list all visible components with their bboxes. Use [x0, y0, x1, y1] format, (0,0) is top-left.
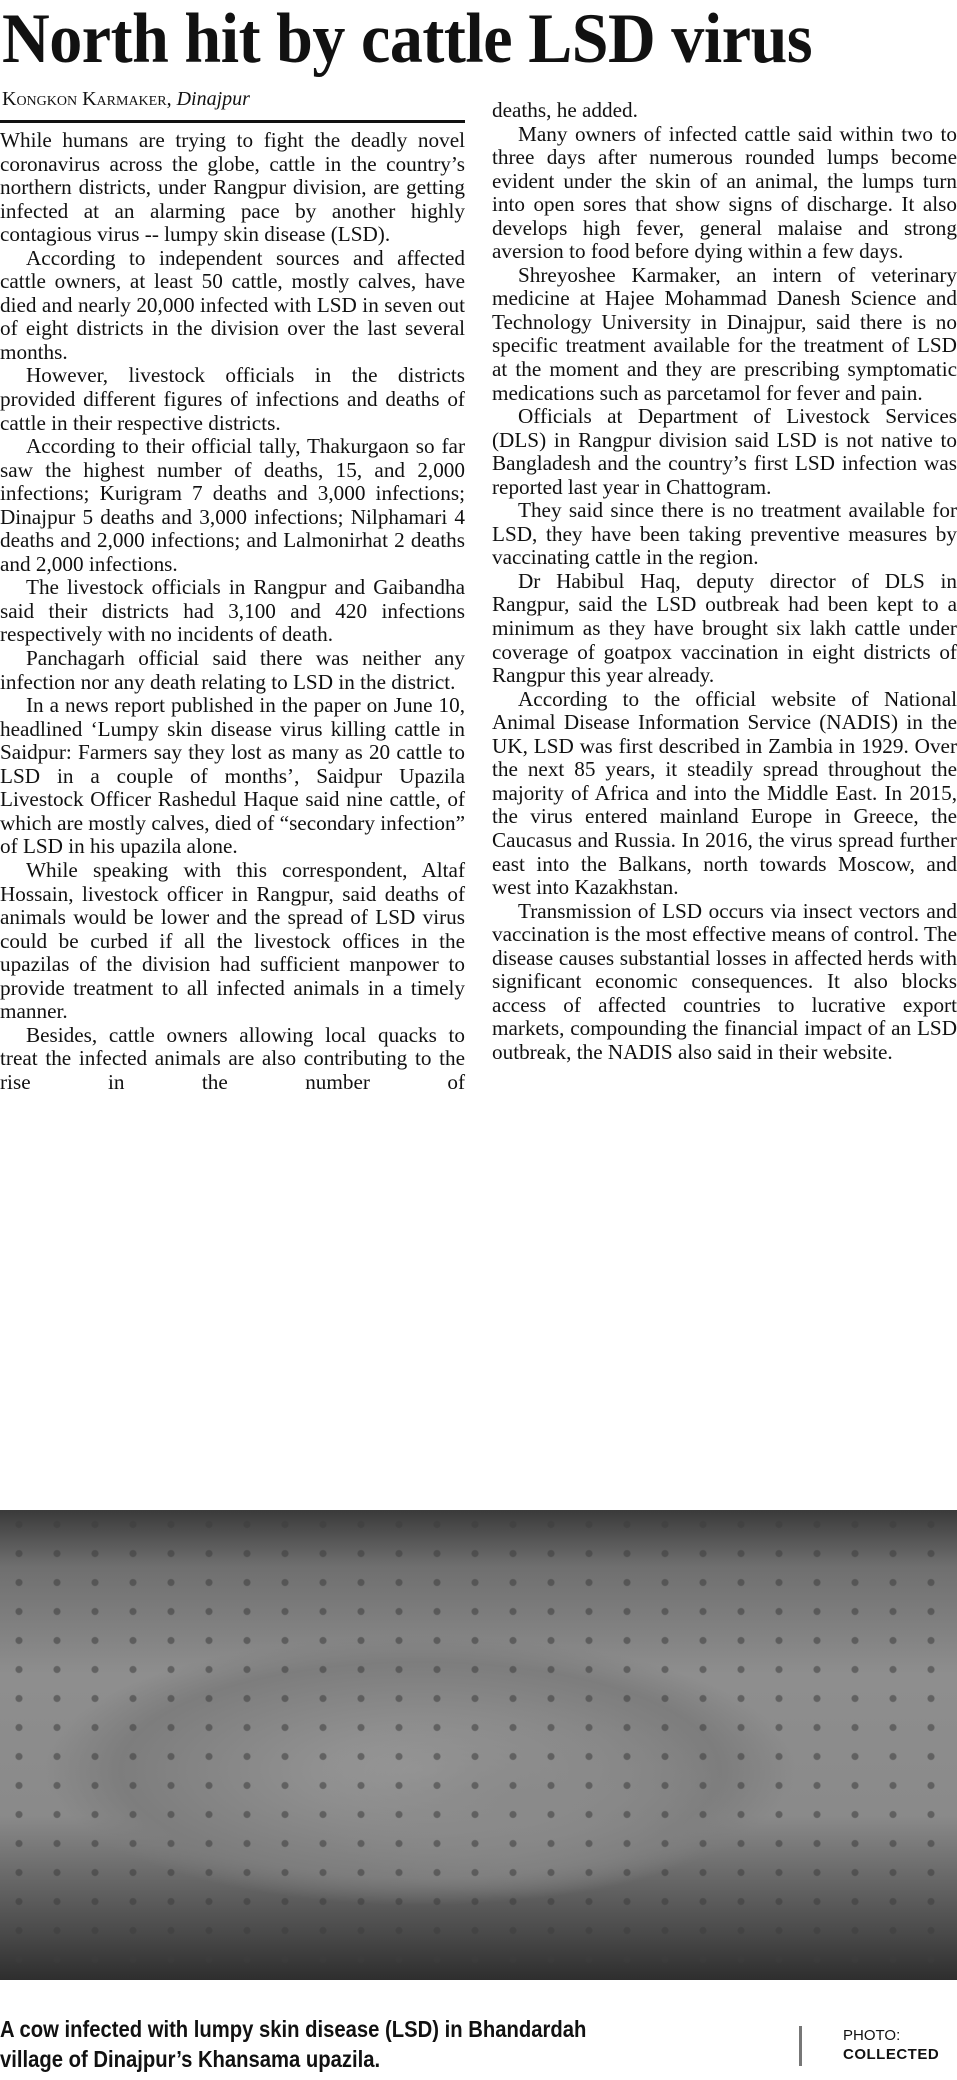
paragraph: While humans are trying to fight the deadly novel coronavirus across the globe, cattle in the country’s northern districts, under Rangpur division, are getting infected at an alarming pace by another highly contagious virus -- lumpy skin disease (LSD).	[0, 128, 465, 247]
paragraph: In a news report published in the paper on June 10, headlined ‘Lumpy skin disease virus killing cattle in Saidpur: Farmers say they lost as many as 20 cattle to LSD in a couple of months’, Saidpur Upazila Livestock Officer Rashedul Haque said nine cattle, of which are mostly calves, died of “secondary infection” of LSD in his upazila alone.	[0, 693, 465, 859]
paragraph: The livestock officials in Rangpur and Gaibandha said their districts had 3,100 and 420 infections respectively with no incidents of death.	[0, 575, 465, 647]
paragraph: Dr Habibul Haq, deputy director of DLS in Rangpur, said the LSD outbreak had been kept to a minimum as they have brought six lakh cattle under coverage of goatpox vaccination in eight districts of Rangpur this year already.	[492, 568, 957, 688]
paragraph: Many owners of infected cattle said within two to three days after numerous rounded lumps become evident under the skin of an animal, the lumps turn into open sores that show signs of discharge. It also develops high fever, general malaise and strong aversion to food before dying within a few days.	[492, 121, 957, 264]
article-right-column	[492, 99, 957, 1064]
paragraph: Panchagarh official said there was neither any infection nor any death relating to LSD in the district.	[0, 646, 465, 694]
paragraph: deaths, he added.	[492, 98, 638, 122]
paragraph: Shreyoshee Karmaker, an intern of veterinary medicine at Hajee Mohammad Danesh Science and Technology University in Dinajpur, said there is no specific treatment available for the treatment of LSD at the moment and they are prescribing symptomatic medications such as parcetamol for fever and pain.	[492, 262, 957, 405]
paragraph: However, livestock officials in the districts provided different figures of infections and deaths of cattle in their respective districts.	[0, 363, 465, 435]
paragraph: Officials at Department of Livestock Services (DLS) in Rangpur division said LSD is not native to Bangladesh and the country’s first LSD infection was reported last year in Chattogram.	[492, 404, 957, 499]
byline-location: Dinajpur	[176, 88, 250, 110]
photo-credit-label: PHOTO:	[843, 2027, 901, 2044]
headline: North hit by cattle LSD virus	[2, 0, 813, 78]
cow-photo	[0, 1510, 957, 1980]
byline: Kongkon Karmaker, Dinajpur	[2, 88, 250, 110]
paragraph: While speaking with this correspondent, Altaf Hossain, livestock officer in Rangpur, said deaths of animals would be lower and the spread of LSD virus could be curbed if all the livestock offices in the upazilas of the division had sufficient manpower to provide treatment to all infected animals in a timely manner.	[0, 857, 465, 1024]
byline-author: Kongkon Karmaker	[2, 88, 167, 110]
byline-rule	[0, 120, 465, 123]
article-left-column	[0, 129, 465, 1094]
paragraph: According to the official website of National Animal Disease Information Service (NADIS) in the UK, LSD was first described in Zambia in 1929. Over the next 85 years, it steadily spread throughout the majority of Africa and into the Middle East. In 2015, the virus entered mainland Europe in Greece, the Caucasus and Russia. In 2016, the virus spread further east into the Balkans, north towards Moscow, and west into Kazakhstan.	[492, 686, 957, 900]
paragraph: Besides, cattle owners allowing local quacks to treat the infected animals are also contributing to the rise in the number of	[0, 1022, 465, 1094]
photo-caption: A cow infected with lumpy skin disease (LSD) in Bhandardah village of Dinajpur’s Khansama upazila.	[0, 2016, 587, 2072]
photo-lesions	[0, 1510, 957, 1980]
photo-credit-value: COLLECTED	[843, 2046, 940, 2063]
paragraph: According to independent sources and affected cattle owners, at least 50 cattle, mostly calves, have died and nearly 20,000 infected with LSD in seven out of eight districts in the division over the last several months.	[0, 245, 465, 364]
paragraph: They said since there is no treatment available for LSD, they have been taking preventive measures by vaccinating cattle in the region.	[492, 498, 957, 570]
paragraph: Transmission of LSD occurs via insect vectors and vaccination is the most effective means of control. The disease causes substantial losses in affected herds with significant economic consequences. It also blocks access of affected countries to lucrative export markets, compounding the financial impact of an LSD outbreak, the NADIS also said in their website.	[492, 898, 957, 1064]
credit-divider	[799, 2026, 802, 2066]
paragraph: According to their official tally, Thakurgaon so far saw the highest number of deaths, 15, and 2,000 infections; Kurigram 7 deaths and 3,000 infections; Dinajpur 5 deaths and 3,000 infections; Nilphamari 4 deaths and 2,000 infections; and Lalmonirhat 2 deaths and 2,000 infections.	[0, 434, 465, 576]
photo-credit	[843, 2026, 939, 2064]
